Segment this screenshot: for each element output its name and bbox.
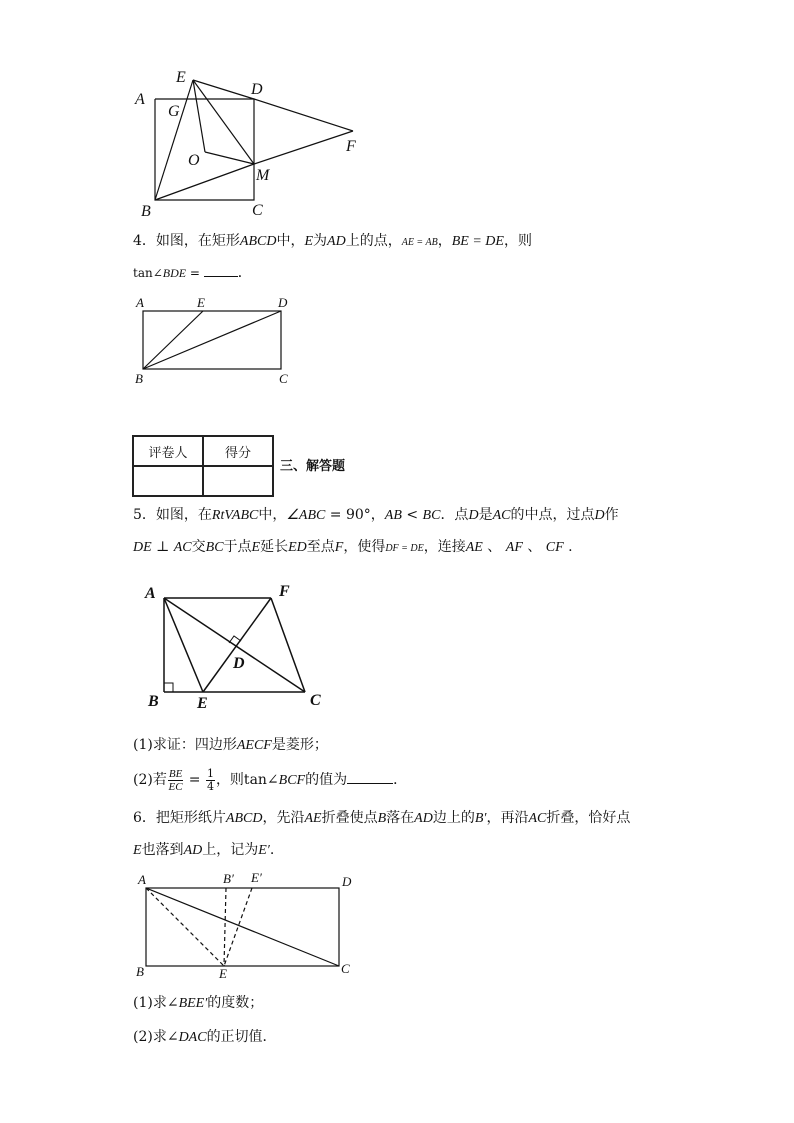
q4-label-a: A [136,295,144,310]
q5-fraction-one-quarter: $\frac{1}{4}$ [206,766,214,793]
score-table-header-grader: 评卷人 [133,436,203,466]
q5-label-c: C [310,692,321,709]
q6-label-e: E [219,966,227,981]
q3-label-a: A [135,91,145,108]
q3-label-f: F [346,138,356,155]
q6-label-e-prime: E′ [251,870,262,885]
q5-fraction-be-ec: $\frac{BE}{EC}$ [168,767,183,793]
q3-label-d: D [251,81,263,98]
q3-label-e: E [176,69,186,86]
score-table-score-cell[interactable] [203,466,273,496]
q6-label-d: D [342,874,352,889]
figure-q3 [130,62,380,227]
q4-label-e: E [197,295,205,310]
q3-label-c: C [252,202,263,219]
q5-line-1: 5．如图，在RtVABC中，∠ABC = 90°，AB < BC．点D是AC的中点，过点D作 [133,507,619,523]
q4-label-d: D [278,295,288,310]
score-table [132,435,274,497]
score-table-grader-cell[interactable] [133,466,203,496]
figure-q6 [130,868,360,983]
q5-part-1: (1)求证：四边形AECF是菱形； [133,737,328,753]
q6-label-b: B [136,964,144,979]
q4-answer-blank[interactable] [204,262,238,277]
figure-q4 [130,294,300,389]
q3-label-o: O [188,152,200,169]
q3-label-m: M [256,167,270,184]
score-table-header-score: 得分 [203,436,273,466]
q4-label-b: B [135,371,143,386]
section-title: 三、解答题 [280,459,346,474]
q6-part-1: (1)求∠BEE′的度数； [133,995,264,1011]
q6-line-1: 6．把矩形纸片ABCD，先沿AE折叠使点B落在AD边上的B′，再沿AC折叠，恰好点 [133,810,631,826]
q5-answer-blank[interactable] [347,769,393,784]
q5-label-b: B [148,693,159,710]
q6-part-2: (2)求∠DAC的正切值． [133,1029,277,1045]
q4-line-1: 4．如图，在矩形ABCD中，E为AD上的点，AE = AB，BE = DE，则 [133,233,532,249]
q5-label-e: E [197,695,208,712]
q5-label-a: A [145,585,156,602]
q6-label-b-prime: B′ [223,871,234,886]
q4-line-2: tan∠BDE = ． [133,262,252,283]
q3-label-b: B [141,203,151,220]
q6-label-c: C [341,961,350,976]
q5-label-f: F [279,583,290,600]
q5-line-2: DE ⊥ AC交BC于点E延长ED至点F，使得DF = DE，连接AE 、 AF 、 CF . [133,539,573,555]
figure-q5 [140,578,340,713]
q4-label-c: C [279,371,288,386]
q6-line-2: E也落到AD上，记为E′. [133,842,275,858]
q3-label-g: G [168,103,180,120]
q5-label-d: D [233,655,245,672]
q5-part-2: (2)若 $\frac{BE}{EC}$ = $\frac{1}{4}$ ，则tan∠BCF的值为 ． [133,766,408,793]
q6-label-a: A [138,872,146,887]
